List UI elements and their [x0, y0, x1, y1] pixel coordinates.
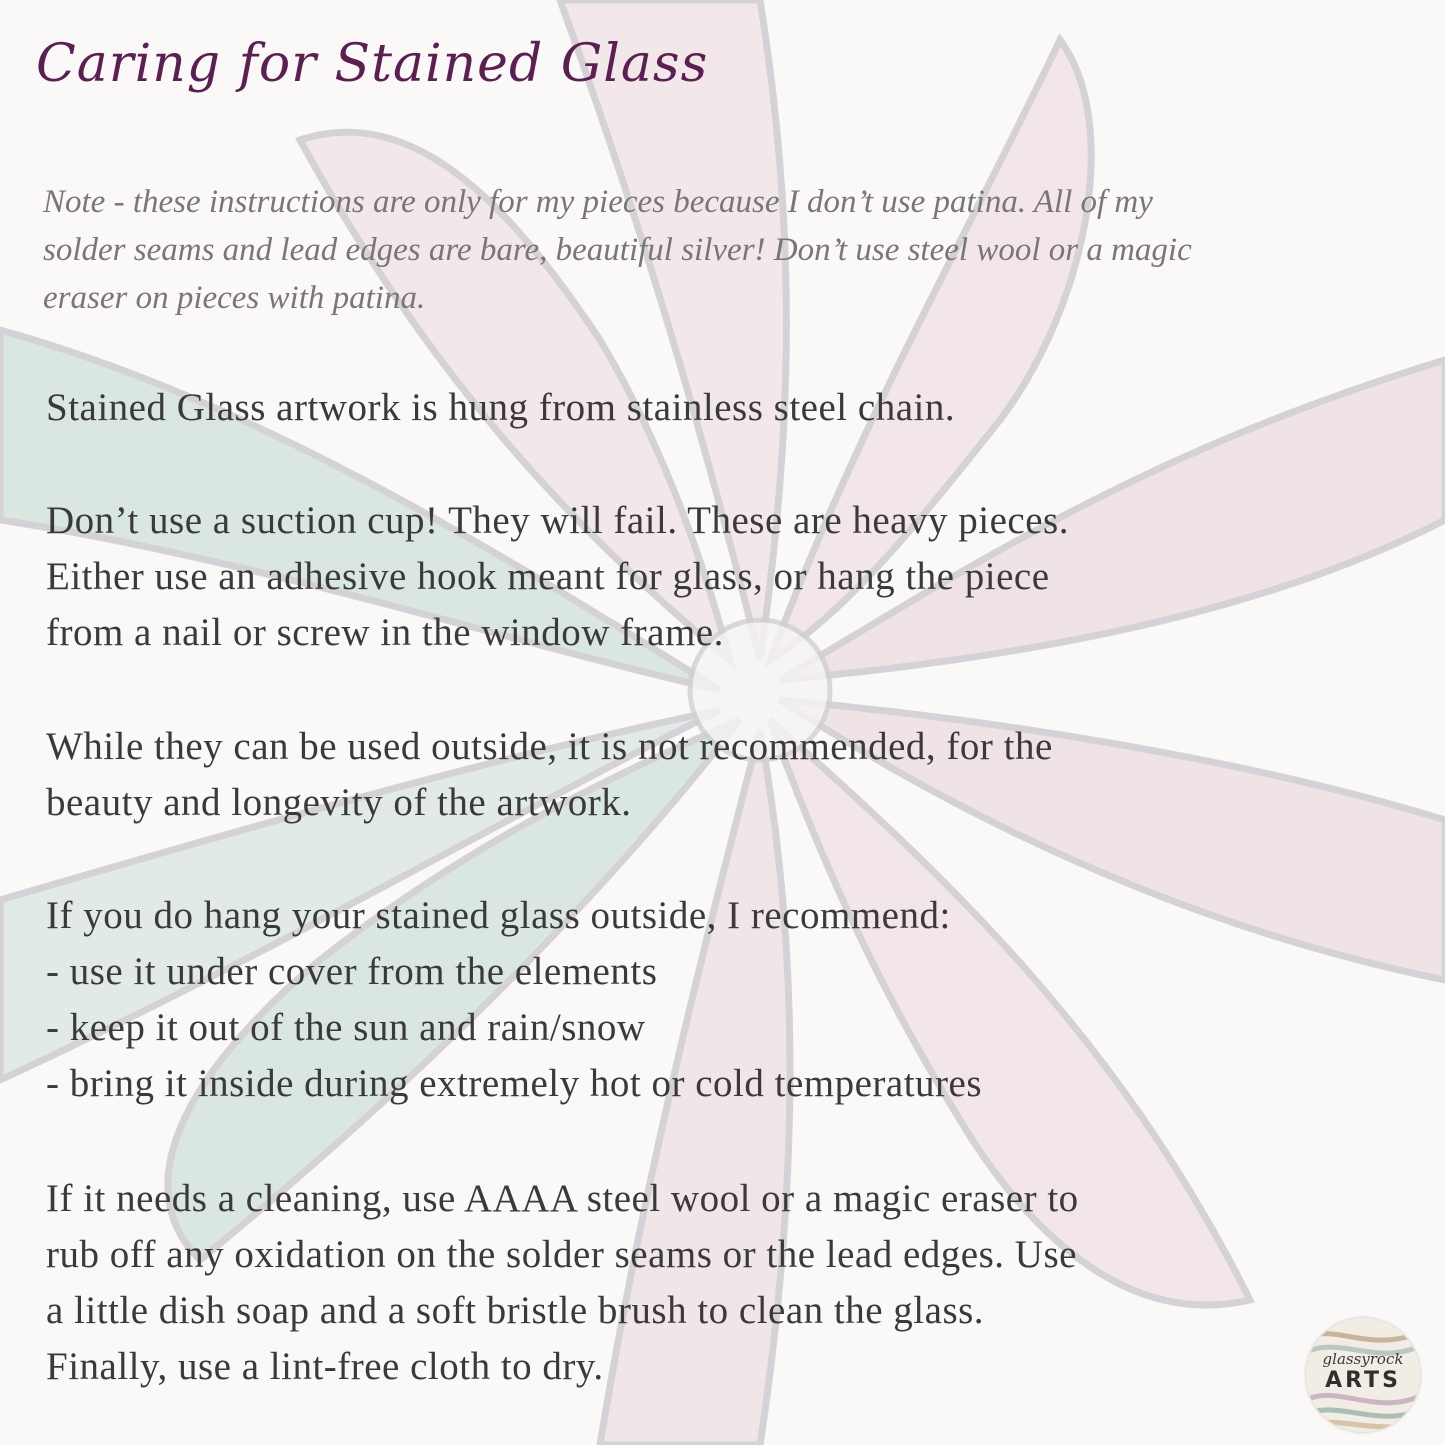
paragraph-line: a little dish soap and a soft bristle brush to clean the glass. [46, 1289, 985, 1332]
paragraph-line: Don’t use a suction cup! They will fail. These are heavy pieces. [46, 499, 1069, 542]
paragraph-outdoor-use [46, 719, 1386, 831]
logo-top-text: glassyrock [1322, 1350, 1404, 1368]
paragraph-line: from a nail or screw in the window frame. [46, 611, 724, 654]
note-line: solder seams and lead edges are bare, beautiful silver! Don’t use steel wool or a magic [43, 232, 1192, 268]
paragraph-line: Stained Glass artwork is hung from stainless steel chain. [46, 386, 956, 429]
paragraph-outdoor-recommendations [46, 888, 1386, 1112]
brand-logo [1306, 1318, 1420, 1432]
paragraph-line: Either use an adhesive hook meant for glass, or hang the piece [46, 555, 1050, 598]
paragraph-line: Finally, use a lint-free cloth to dry. [46, 1345, 604, 1388]
logo-bottom-text: ARTS [1325, 1368, 1401, 1393]
list-item: - use it under cover from the elements [46, 950, 658, 993]
paragraph-line: beauty and longevity of the artwork. [46, 781, 632, 824]
paragraph-line: If it needs a cleaning, use AAAA steel wool or a magic eraser to [46, 1177, 1079, 1220]
patina-note [43, 178, 1373, 322]
paragraph-line: rub off any oxidation on the solder seams or the lead edges. Use [46, 1233, 1077, 1276]
note-line: eraser on pieces with patina. [43, 280, 426, 316]
page-title: Caring for Stained Glass [36, 34, 709, 94]
paragraph-chain [46, 380, 1386, 436]
paragraph-line: While they can be used outside, it is not recommended, for the [46, 725, 1053, 768]
list-item: - bring it inside during extremely hot or cold temperatures [46, 1062, 983, 1105]
paragraph-cleaning [46, 1171, 1386, 1395]
paragraph-line: If you do hang your stained glass outside, I recommend: [46, 894, 951, 937]
note-line: Note - these instructions are only for my pieces because I don’t use patina. All of my [43, 184, 1153, 220]
paragraph-hanging [46, 493, 1386, 661]
list-item: - keep it out of the sun and rain/snow [46, 1006, 646, 1049]
